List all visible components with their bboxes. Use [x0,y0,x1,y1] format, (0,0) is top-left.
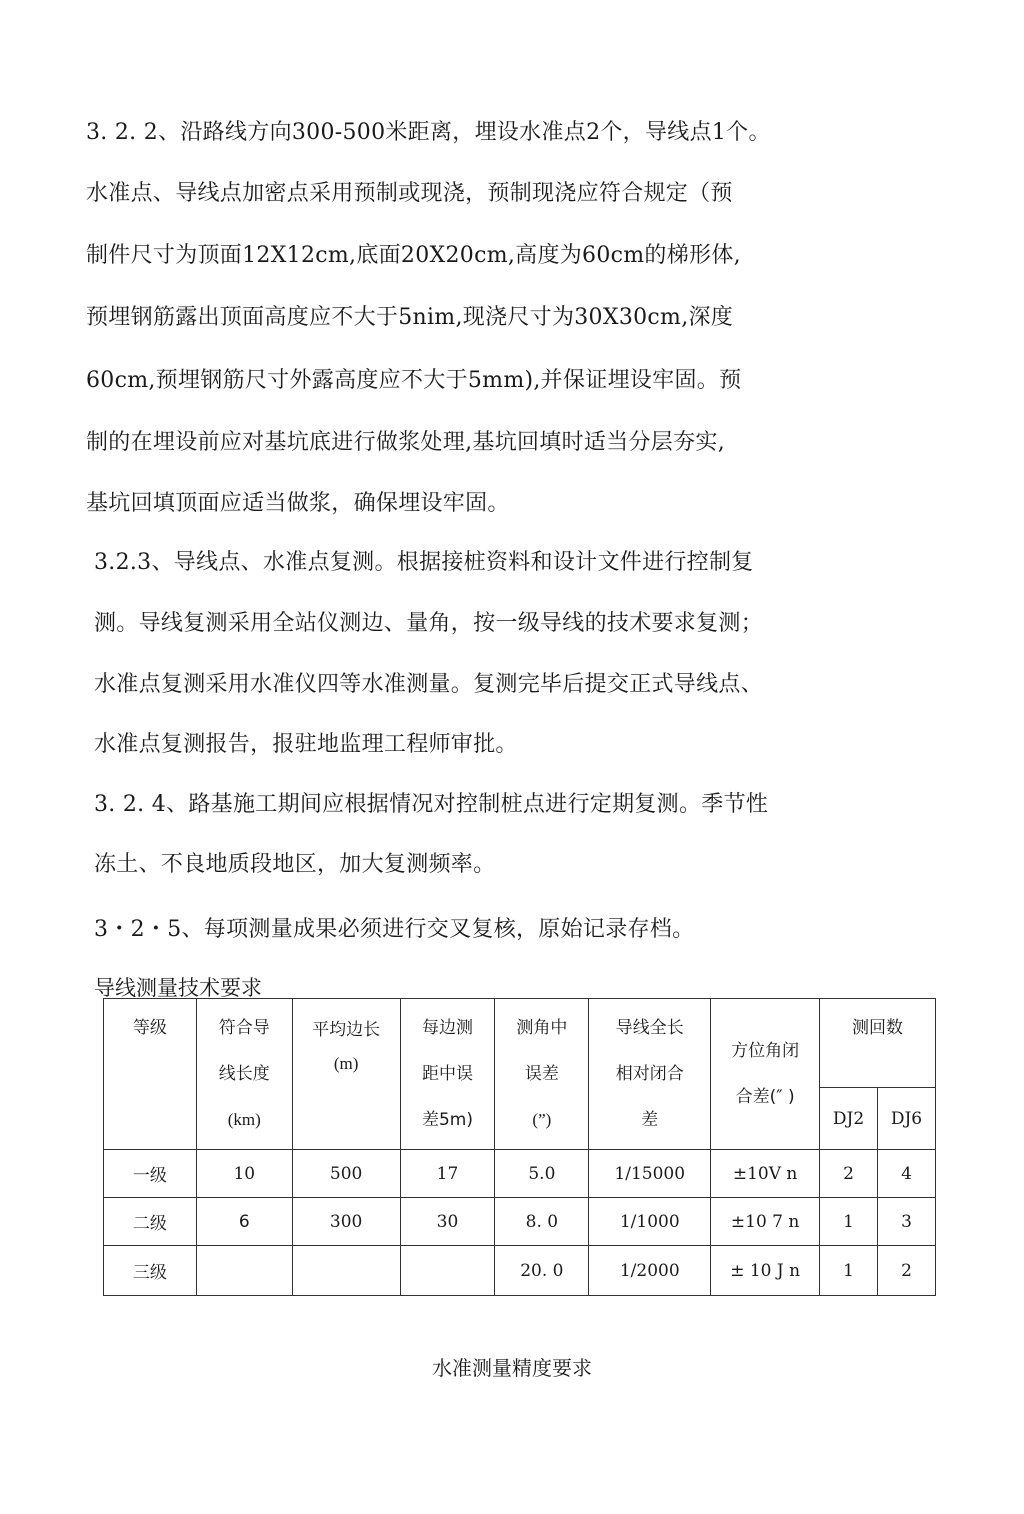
header-text: 符合导 [218,1018,270,1038]
cell-side: 300 [292,1198,400,1246]
cell-dj2: 2 [820,1150,878,1198]
cell-azimuth: ±10V n [711,1150,820,1198]
section-title: 水准测量精度要求 [432,1356,592,1380]
paragraph-line: 水准点复测报告，报驻地监理工程师审批。 [94,732,518,757]
header-text: (”) [532,1110,552,1129]
header-text: 差5m) [421,1110,473,1130]
header-text: 合差(″ ) [735,1087,795,1107]
paragraph-line: 3. 2. 4、路基施工期间应根据情况对控制桩点进行定期复测。季节性 [94,792,769,817]
cell-angle-err: 20. 0 [495,1246,589,1296]
header-angle-err [495,999,589,1150]
header-length [196,999,292,1150]
paragraph-line: 60cm,预埋钢筋尺寸外露高度应不大于5mm),并保证埋设牢固。预 [86,368,742,393]
cell-side: 500 [292,1150,400,1198]
header-text: 平均边长 [312,1020,381,1040]
cell-dj6: 4 [878,1150,936,1198]
header-closure [589,999,711,1150]
cell-dj2: 1 [820,1198,878,1246]
header-rounds [820,999,936,1088]
header-text: 每边测 [422,1018,473,1038]
header-text: (m) [333,1054,359,1073]
cell-dist-err: 17 [400,1150,495,1198]
header-text: (km) [227,1110,261,1129]
cell-dj6: 2 [878,1246,936,1296]
header-dj2: DJ2 [820,1088,878,1150]
paragraph-line: 测。导线复测采用全站仪测边、量角，按一级导线的技术要求复测； [94,611,764,636]
cell-dj6: 3 [878,1198,936,1246]
cell-length [196,1246,292,1296]
header-text: 方位角闭 [731,1041,800,1061]
cell-angle-err: 5.0 [495,1150,589,1198]
cell-length: 6 [196,1198,292,1246]
paragraph-line: 水准点、导线点加密点采用预制或现浇，预制现浇应符合规定（预 [86,181,733,206]
paragraph-line: 制件尺寸为顶面12X12cm,底面20X20cm,高度为60cm的梯形体, [86,243,741,268]
cell-dj2: 1 [820,1246,878,1296]
header-text: 线长度 [218,1064,270,1084]
paragraph-line: 制的在埋设前应对基坑底进行做浆处理,基坑回填时适当分层夯实, [86,430,725,455]
header-side [292,999,400,1150]
paragraph-line: 冻土、不良地质段地区，加大复测频率。 [94,852,496,877]
paragraph-line: 预埋钢筋露出顶面高度应不大于5nim,现浇尺寸为30X30cm,深度 [86,305,734,330]
table-row [104,1150,936,1198]
header-text: 差 [641,1110,659,1130]
header-text: 相对闭合 [615,1064,684,1084]
cell-side [292,1246,400,1296]
cell-closure: 1/1000 [589,1198,711,1246]
header-dj6: DJ6 [878,1088,936,1150]
cell-dist-err: 30 [400,1198,495,1246]
paragraph-line: 3・2・5、每项测量成果必须进行交叉复核，原始记录存档。 [94,917,695,942]
cell-grade: 一级 [104,1150,197,1198]
cell-angle-err: 8. 0 [495,1198,589,1246]
table-row [104,1246,936,1296]
header-text: 测回数 [852,1018,904,1038]
header-text: 导线全长 [615,1018,684,1038]
cell-grade: 三级 [104,1246,197,1296]
header-text: 等级 [132,1018,167,1038]
cell-azimuth: ±10 7 n [711,1198,820,1246]
cell-azimuth: ± 10 J n [711,1246,820,1296]
paragraph-line: 水准点复测采用水准仪四等水准测量。复测完毕后提交正式导线点、 [94,672,764,697]
paragraph-line: 基坑回填顶面应适当做浆，确保埋设牢固。 [86,491,510,516]
table-row [104,1198,936,1246]
cell-length: 10 [196,1150,292,1198]
cell-closure: 1/15000 [589,1150,711,1198]
header-dist-err [400,999,495,1150]
paragraph-line: 3.2.3、导线点、水准点复测。根据接桩资料和设计文件进行控制复 [94,550,754,575]
header-text: 距中误 [422,1064,473,1084]
traverse-requirements-table [103,998,936,1296]
paragraph-line: 3. 2. 2、沿路线方向300-500米距离，埋设水准点2个，导线点1个。 [86,120,771,145]
header-text: 误差 [524,1064,559,1084]
header-azimuth [711,999,820,1150]
header-text: 测角中 [516,1018,568,1038]
cell-dist-err [400,1246,495,1296]
cell-grade: 二级 [104,1198,197,1246]
header-grade [104,999,197,1150]
table-caption: 导线测量技术要求 [94,976,262,1000]
cell-closure: 1/2000 [589,1246,711,1296]
